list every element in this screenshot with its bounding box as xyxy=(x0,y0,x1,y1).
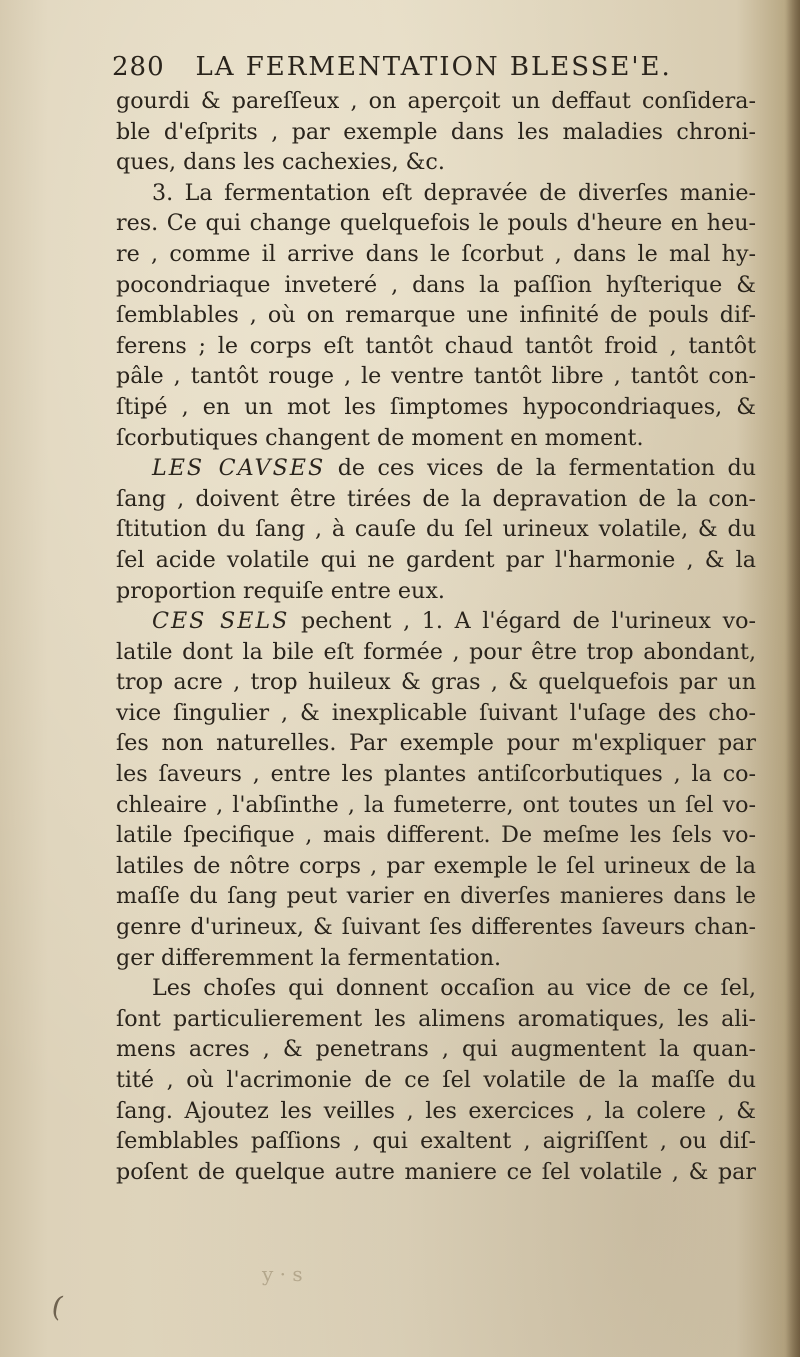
text-line xyxy=(116,851,756,882)
text-line xyxy=(116,392,756,423)
line-text: proportion requiſe entre eux. xyxy=(116,577,445,604)
text-line xyxy=(116,545,756,576)
line-text: pocondriaque inveteré , dans la paſſion hyſterique & xyxy=(116,271,756,298)
text-line xyxy=(116,790,756,821)
text-line xyxy=(116,270,756,301)
text-line xyxy=(116,331,756,362)
line-text: de ces vices de la fermentation du xyxy=(325,455,756,482)
line-text: pechent , 1. A l'égard de l'urineux vo- xyxy=(289,608,756,635)
text-line xyxy=(116,728,756,759)
text-line xyxy=(116,1096,756,1127)
line-text: Les choſes qui donnent occaſion au vice de ce ſel, xyxy=(152,975,756,1002)
line-text: vice ſingulier , & inexplicable ſuivant l'uſage des cho- xyxy=(116,699,756,726)
line-text: ble d'eſprits , par exemple dans les maladies chroni- xyxy=(116,118,756,145)
text-line xyxy=(116,1126,756,1157)
page-number: 280 xyxy=(112,52,165,82)
line-text: poſent de quelque autre maniere ce ſel volatile , & par xyxy=(116,1158,756,1185)
text-line xyxy=(116,943,756,974)
line-text: les ſaveurs , entre les plantes antiſcorbutiques , la co- xyxy=(116,761,756,788)
line-text: ſang , doivent être tirées de la depravation de la con- xyxy=(116,485,756,512)
line-text: ſes non naturelles. Par exemple pour m'expliquer par xyxy=(116,730,756,757)
line-text: mens acres , & penetrans , qui augmentent la quan- xyxy=(116,1036,756,1063)
text-line xyxy=(116,637,756,668)
line-text: ferens ; le corps eſt tantôt chaud tantôt froid , tantôt xyxy=(116,332,756,359)
line-text: gourdi & pareſſeux , on aperçoit un deffaut conſidera- xyxy=(116,88,756,114)
line-text: ſel acide volatile qui ne gardent par l'harmonie , & la xyxy=(116,546,756,573)
page-edge-shadow xyxy=(786,0,800,1357)
italic-heading: LES CAVSES xyxy=(152,455,326,482)
line-text: latile ſpecifique , mais different. De meſme les ſels vo- xyxy=(116,822,756,849)
text-line xyxy=(116,514,756,545)
line-text: ſtitution du ſang , à cauſe du ſel urineux volatile, & du xyxy=(116,516,756,543)
text-line xyxy=(116,423,756,454)
text-line xyxy=(116,1004,756,1035)
line-text: ſemblables , où on remarque une infinité de pouls dif- xyxy=(116,302,756,329)
text-line xyxy=(116,759,756,790)
text-line xyxy=(116,239,756,270)
show-through-mark: y · s xyxy=(262,1262,303,1286)
line-text: ques, dans les cachexies, &c. xyxy=(116,149,445,176)
text-line xyxy=(116,361,756,392)
text-line xyxy=(116,1065,756,1096)
line-text: ſont particulierement les alimens aromatiques, les ali- xyxy=(116,1005,756,1032)
line-text: maſſe du ſang peut varier en diverſes manieres dans le xyxy=(116,883,756,910)
line-text: chleaire , l'abſinthe , la fumeterre, ont toutes un ſel vo- xyxy=(116,791,756,818)
text-line xyxy=(116,698,756,729)
line-text: latiles de nôtre corps , par exemple le ſel urineux de la xyxy=(116,852,756,879)
text-line xyxy=(116,453,756,484)
text-line xyxy=(116,117,756,148)
text-line xyxy=(116,820,756,851)
text-line xyxy=(116,881,756,912)
line-text: latile dont la bile eſt formée , pour être trop abondant, xyxy=(116,638,756,665)
text-line xyxy=(116,606,756,637)
text-line xyxy=(116,484,756,515)
line-text: res. Ce qui change quelquefois le pouls d'heure en heu- xyxy=(116,210,756,237)
text-line xyxy=(116,86,756,117)
text-line xyxy=(116,576,756,607)
running-header xyxy=(112,52,682,82)
line-text: tité , où l'acrimonie de ce ſel volatile de la maſſe du xyxy=(116,1067,756,1093)
line-text: re , comme il arrive dans le ſcorbut , dans le mal hy- xyxy=(116,240,756,267)
text-line xyxy=(116,300,756,331)
ink-stroke-mark: ( xyxy=(48,1289,67,1324)
italic-heading: CES SELS xyxy=(152,608,290,635)
text-line xyxy=(116,1157,756,1188)
line-text: ſcorbutiques changent de moment en moment. xyxy=(116,424,644,451)
line-text: 3. La fermentation eſt depravée de diverſes manie- xyxy=(152,179,756,206)
line-text: ger differemment la fermentation. xyxy=(116,944,502,971)
line-text: ſang. Ajoutez les veilles , les exercices , la colere , & xyxy=(116,1097,756,1124)
text-line xyxy=(116,973,756,1004)
text-line xyxy=(116,208,756,239)
running-title: LA FERMENTATION BLESSE'E. xyxy=(195,52,672,82)
line-text: genre d'urineux, & ſuivant ſes differentes ſaveurs chan- xyxy=(116,914,756,941)
text-line xyxy=(116,178,756,209)
line-text: ſemblables paſſions , qui exaltent , aigriſſent , ou diſ- xyxy=(116,1128,756,1155)
line-text: pâle , tantôt rouge , le ventre tantôt libre , tantôt con- xyxy=(116,363,756,390)
text-line xyxy=(116,1034,756,1065)
body-text xyxy=(116,86,756,1187)
line-text: ſtipé , en un mot les ſimptomes hypocondriaques, & xyxy=(116,393,756,420)
text-line xyxy=(116,912,756,943)
text-line xyxy=(116,667,756,698)
text-line xyxy=(116,147,756,178)
line-text: trop acre , trop huileux & gras , & quelquefois par un xyxy=(116,669,756,696)
